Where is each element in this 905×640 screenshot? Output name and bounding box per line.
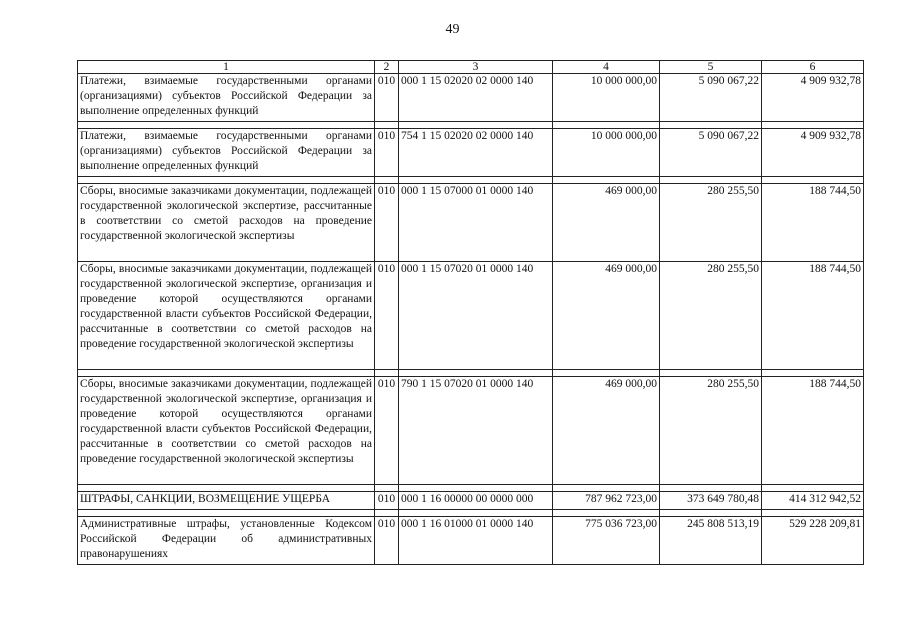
table-row: [78, 492, 864, 510]
row-spacer: [78, 370, 864, 377]
row-col5-value: 245 808 513,19: [660, 517, 762, 565]
table-row: [78, 517, 864, 565]
table-row: [78, 129, 864, 177]
row-admin-code: 010: [375, 74, 399, 122]
budget-table: [77, 60, 864, 565]
row-col5-value: 280 255,50: [660, 262, 762, 370]
row-budget-code: 000 1 16 00000 00 0000 000: [399, 492, 553, 510]
row-admin-code: 010: [375, 517, 399, 565]
row-col5-value: 280 255,50: [660, 184, 762, 262]
row-col4-value: 775 036 723,00: [553, 517, 660, 565]
header-col-6: 6: [762, 61, 864, 74]
row-spacer: [78, 177, 864, 184]
row-col6-value: 188 744,50: [762, 184, 864, 262]
row-admin-code: 010: [375, 129, 399, 177]
row-budget-code: 000 1 15 02020 02 0000 140: [399, 74, 553, 122]
row-admin-code: 010: [375, 262, 399, 370]
row-name: Сборы, вносимые заказчиками документации, подлежащей государственной экологической экспертизе, рассчитанные в соответствии со сметой расходов на проведение государственной экологической экспертизы: [78, 184, 375, 262]
header-col-3: 3: [399, 61, 553, 74]
row-admin-code: 010: [375, 184, 399, 262]
header-col-5: 5: [660, 61, 762, 74]
row-col6-value: 529 228 209,81: [762, 517, 864, 565]
header-col-1: 1: [78, 61, 375, 74]
row-col4-value: 10 000 000,00: [553, 74, 660, 122]
header-col-4: 4: [553, 61, 660, 74]
row-name: Сборы, вносимые заказчиками документации, подлежащей государственной экологической экспертизе, организация и проведение которой осуществляются органами государственной власти субъектов Российской Федерации, рассчитанные в соответствии со сметой расходов на проведение государственной экологической экспертизы: [78, 377, 375, 485]
row-budget-code: 000 1 16 01000 01 0000 140: [399, 517, 553, 565]
row-col6-value: 188 744,50: [762, 262, 864, 370]
row-col5-value: 5 090 067,22: [660, 74, 762, 122]
row-col5-value: 373 649 780,48: [660, 492, 762, 510]
header-col-2: 2: [375, 61, 399, 74]
row-budget-code: 000 1 15 07020 01 0000 140: [399, 262, 553, 370]
row-col6-value: 4 909 932,78: [762, 129, 864, 177]
row-name: ШТРАФЫ, САНКЦИИ, ВОЗМЕЩЕНИЕ УЩЕРБА: [78, 492, 375, 510]
row-col5-value: 5 090 067,22: [660, 129, 762, 177]
page-number: 49: [445, 22, 460, 37]
row-budget-code: 790 1 15 07020 01 0000 140: [399, 377, 553, 485]
header-row: [78, 61, 864, 74]
row-col6-value: 414 312 942,52: [762, 492, 864, 510]
row-col4-value: 787 962 723,00: [553, 492, 660, 510]
row-budget-code: 000 1 15 07000 01 0000 140: [399, 184, 553, 262]
row-name: Административные штрафы, установленные Кодексом Российской Федерации об административных правонарушениях: [78, 517, 375, 565]
table-row: [78, 377, 864, 485]
row-name: Платежи, взимаемые государственными органами (организациями) субъектов Российской Федерации за выполнение определенных функций: [78, 129, 375, 177]
row-admin-code: 010: [375, 492, 399, 510]
row-budget-code: 754 1 15 02020 02 0000 140: [399, 129, 553, 177]
row-col4-value: 469 000,00: [553, 377, 660, 485]
table-row: [78, 262, 864, 370]
table-row: [78, 184, 864, 262]
table-row: [78, 74, 864, 122]
row-name: Сборы, вносимые заказчиками документации, подлежащей государственной экологической экспертизе, организация и проведение которой осуществляются органами государственной власти субъектов Российской Федерации, рассчитанные в соответствии со сметой расходов на проведение государственной экологической экспертизы: [78, 262, 375, 370]
row-col4-value: 469 000,00: [553, 184, 660, 262]
row-col5-value: 280 255,50: [660, 377, 762, 485]
row-col4-value: 10 000 000,00: [553, 129, 660, 177]
row-col6-value: 4 909 932,78: [762, 74, 864, 122]
row-col6-value: 188 744,50: [762, 377, 864, 485]
row-spacer: [78, 485, 864, 492]
row-name: Платежи, взимаемые государственными органами (организациями) субъектов Российской Федерации за выполнение определенных функций: [78, 74, 375, 122]
row-admin-code: 010: [375, 377, 399, 485]
row-spacer: [78, 510, 864, 517]
row-spacer: [78, 122, 864, 129]
row-col4-value: 469 000,00: [553, 262, 660, 370]
